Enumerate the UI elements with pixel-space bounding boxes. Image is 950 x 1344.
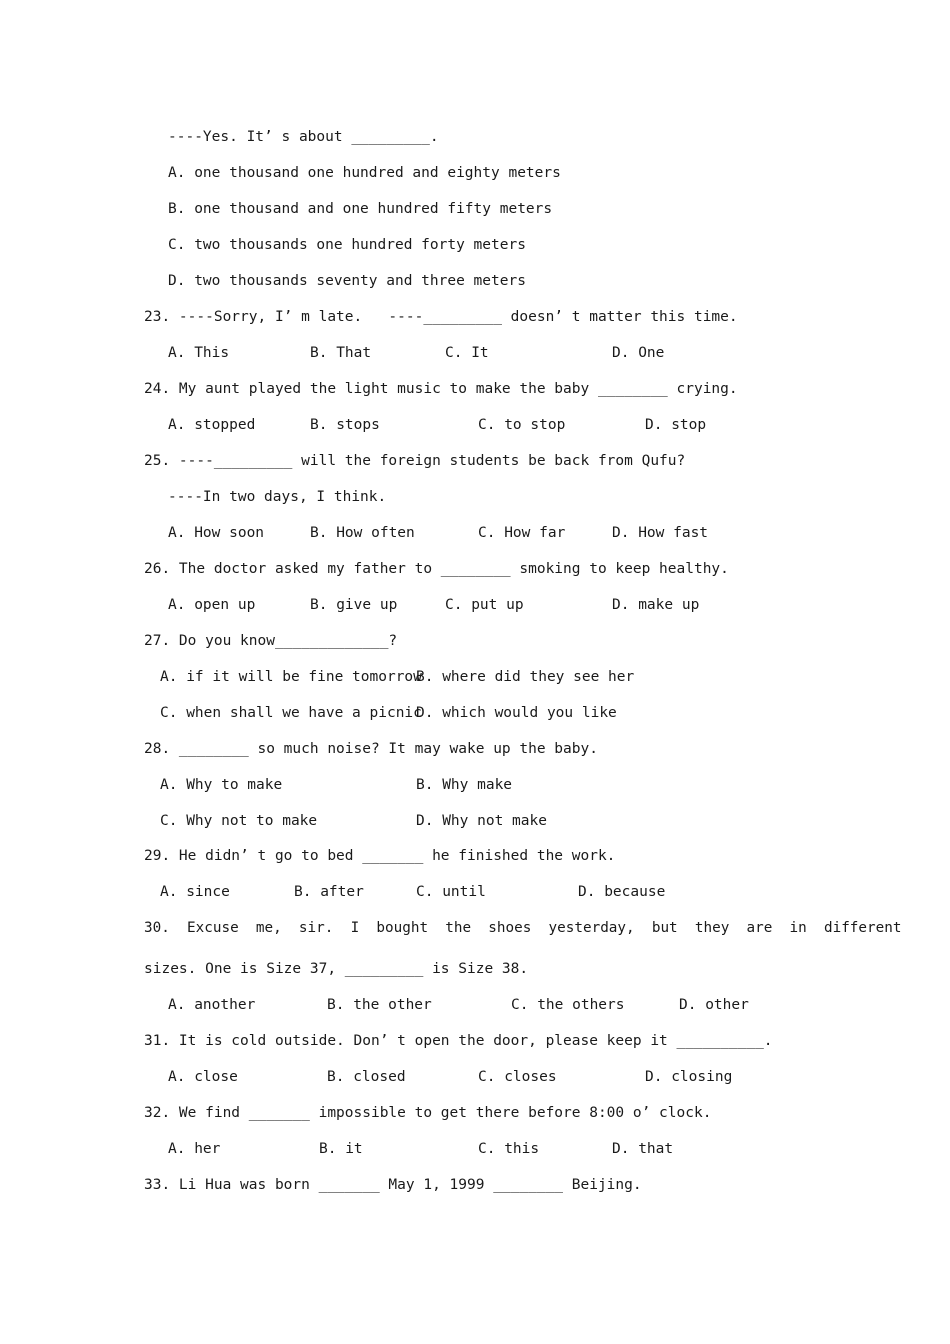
q28-stem: 28. ________ so much noise? It may wake up the baby. xyxy=(144,741,598,757)
q27-option-c: C. when shall we have a picnic xyxy=(160,705,422,721)
q23-option-d: D. One xyxy=(612,345,665,361)
q24-option-b: B. stops xyxy=(310,417,380,433)
q27-option-a: A. if it will be fine tomorrow xyxy=(160,669,422,685)
q31-stem: 31. It is cold outside. Don’ t open the door, please keep it __________. xyxy=(144,1033,773,1049)
q30-option-a: A. another xyxy=(168,997,256,1013)
q23-option-b: B. That xyxy=(310,345,372,361)
q22-option-d: D. two thousands seventy and three meters xyxy=(168,273,526,289)
q24-option-a: A. stopped xyxy=(168,417,256,433)
q32-option-b: B. it xyxy=(319,1141,363,1157)
q23-stem: 23. ----Sorry, I’ m late. ----_________ doesn’ t matter this time. xyxy=(144,309,738,325)
q23-option-c: C. It xyxy=(445,345,489,361)
q28-option-c: C. Why not to make xyxy=(160,813,318,829)
q28-option-a: A. Why to make xyxy=(160,777,283,793)
q25-option-a: A. How soon xyxy=(168,525,265,541)
q27-stem: 27. Do you know_____________? xyxy=(144,633,398,649)
q27-option-b: B. where did they see her xyxy=(416,669,635,685)
q29-stem: 29. He didn’ t go to bed _______ he finished the work. xyxy=(144,848,616,864)
q27-option-d: D. which would you like xyxy=(416,705,617,721)
q32-option-c: C. this xyxy=(478,1141,540,1157)
q25-stem: 25. ----_________ will the foreign students be back from Qufu? xyxy=(144,453,686,469)
q25-answer-line: ----In two days, I think. xyxy=(168,489,387,505)
q25-option-d: D. How fast xyxy=(612,525,709,541)
q26-option-b: B. give up xyxy=(310,597,398,613)
q26-stem: 26. The doctor asked my father to ________ smoking to keep healthy. xyxy=(144,561,729,577)
q28-option-b: B. Why make xyxy=(416,777,513,793)
q25-option-b: B. How often xyxy=(310,525,415,541)
q22-option-b: B. one thousand and one hundred fifty meters xyxy=(168,201,553,217)
q24-stem: 24. My aunt played the light music to make the baby ________ crying. xyxy=(144,381,738,397)
q29-option-a: A. since xyxy=(160,884,230,900)
q30-stem-line2: sizes. One is Size 37, _________ is Size 38. xyxy=(144,961,529,977)
q22-option-c: C. two thousands one hundred forty meters xyxy=(168,237,526,253)
q26-option-a: A. open up xyxy=(168,597,256,613)
q31-option-a: A. close xyxy=(168,1069,238,1085)
q30-option-b: B. the other xyxy=(327,997,432,1013)
q22-option-a: A. one thousand one hundred and eighty meters xyxy=(168,165,561,181)
q30-option-d: D. other xyxy=(679,997,749,1013)
q24-option-c: C. to stop xyxy=(478,417,566,433)
q29-option-b: B. after xyxy=(294,884,364,900)
q32-option-d: D. that xyxy=(612,1141,674,1157)
q26-option-c: C. put up xyxy=(445,597,524,613)
q30-stem-line1: 30. Excuse me, sir. I bought the shoes yesterday, but they are in different xyxy=(144,920,902,936)
q31-option-c: C. closes xyxy=(478,1069,557,1085)
q28-option-d: D. Why not make xyxy=(416,813,547,829)
q31-option-b: B. closed xyxy=(327,1069,406,1085)
q31-option-d: D. closing xyxy=(645,1069,733,1085)
q29-option-d: D. because xyxy=(578,884,666,900)
q30-option-c: C. the others xyxy=(511,997,625,1013)
q25-option-c: C. How far xyxy=(478,525,566,541)
q33-stem: 33. Li Hua was born _______ May 1, 1999 ________ Beijing. xyxy=(144,1177,642,1193)
q23-option-a: A. This xyxy=(168,345,230,361)
q22-answer-line: ----Yes. It’ s about _________. xyxy=(168,129,439,145)
q32-stem: 32. We find _______ impossible to get there before 8:00 o’ clock. xyxy=(144,1105,712,1121)
q24-option-d: D. stop xyxy=(645,417,707,433)
q26-option-d: D. make up xyxy=(612,597,700,613)
q32-option-a: A. her xyxy=(168,1141,221,1157)
q29-option-c: C. until xyxy=(416,884,486,900)
